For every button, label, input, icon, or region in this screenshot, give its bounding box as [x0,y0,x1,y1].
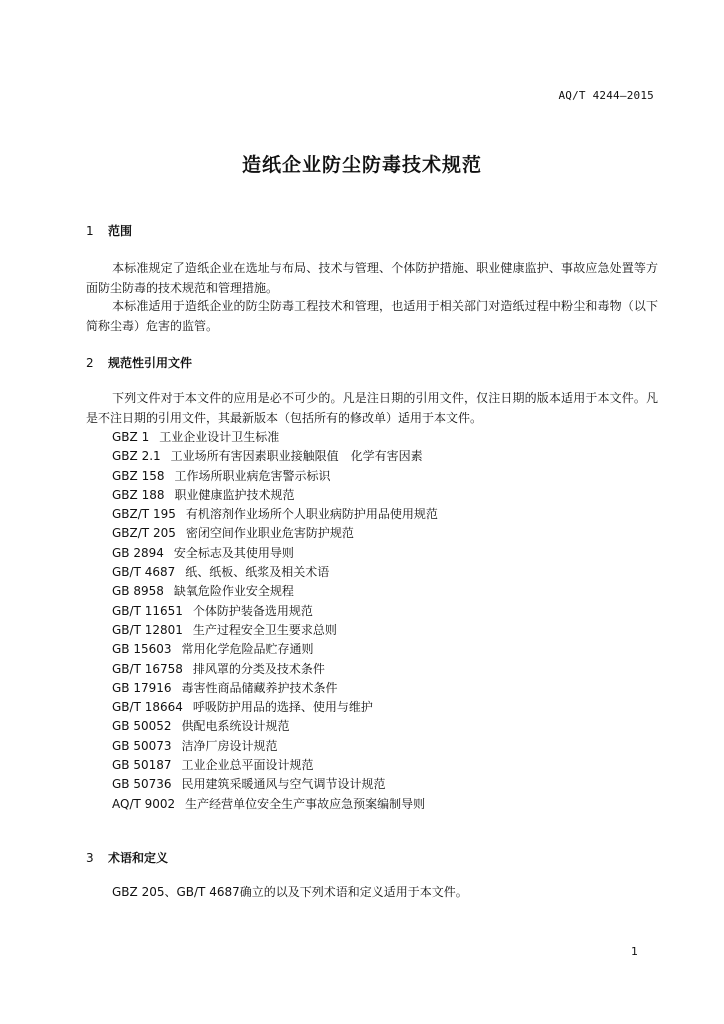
reference-code: GB 50073 [112,738,172,753]
reference-name: 呼吸防护用品的选择、使用与维护 [192,700,373,715]
reference-name: 民用建筑采暖通风与空气调节设计规范 [181,777,386,792]
reference-code: GB/T 18664 [112,700,183,715]
reference-name: 生产经营单位安全生产事故应急预案编制导则 [185,796,426,811]
reference-item [112,621,438,640]
reference-item [112,467,438,486]
page-title: 造纸企业防尘防毒技术规范 [241,154,482,176]
reference-code: GBZ 1 [112,430,150,444]
paragraph-text: 本标准规定了造纸企业在选址与布局、技术与管理、个体防护措施、职业健康监护、事故应急处置等方面防尘防毒的技术规范和管理措施。 [86,261,658,295]
reference-name: 有机溶剂作业场所个人职业病防护用品使用规范 [185,507,438,522]
reference-item [112,775,438,794]
reference-name: 常用化学危险品贮存通则 [181,642,314,657]
reference-name: 洁净厂房设计规范 [181,738,278,753]
reference-item [112,563,438,582]
reference-code: GBZ 158 [112,468,165,483]
section-2-paragraph-1 [86,388,658,428]
section-number: 3 [86,851,94,865]
reference-name: 职业健康监护技术规范 [174,487,295,502]
reference-code: GB 50052 [112,719,172,734]
section-3-paragraph-1 [86,882,658,902]
reference-name: 工业企业总平面设计规范 [181,758,314,773]
reference-name: 排风罩的分类及技术条件 [192,661,325,676]
reference-name: 工业场所有害因素职业接触限值 化学有害因素 [170,449,423,464]
reference-code: GB 50736 [112,777,172,792]
reference-name: 个体防护装备选用规范 [192,603,313,618]
paragraph-text: GBZ 205、GB/T 4687确立的以及下列术语和定义适用于本文件。 [112,885,468,899]
reference-code: GBZ 188 [112,487,165,502]
reference-item [112,756,438,775]
reference-name: 工作场所职业病危害警示标识 [174,468,331,483]
reference-item [112,698,438,717]
reference-code: GB/T 4687 [112,565,176,580]
reference-item [112,582,438,601]
normative-references-list [112,428,438,814]
reference-item [112,505,438,524]
reference-name: 安全标志及其使用导则 [173,545,294,560]
section-title: 范围 [108,224,133,238]
reference-code: GB/T 12801 [112,622,183,637]
reference-code: GBZ/T 205 [112,526,176,541]
reference-item [112,717,438,736]
reference-item [112,737,438,756]
reference-code: GB 15603 [112,642,172,657]
reference-name: 供配电系统设计规范 [181,719,290,734]
reference-item [112,795,438,814]
reference-name: 密闭空间作业职业危害防护规范 [185,526,354,541]
reference-item [112,679,438,698]
paragraph-text: 本标准适用于造纸企业的防尘防毒工程技术和管理，也适用于相关部门对造纸过程中粉尘和毒物（以下简称尘毒）危害的监管。 [86,299,658,333]
reference-code: GB/T 16758 [112,661,183,676]
reference-code: GBZ/T 195 [112,507,176,522]
reference-code: GB/T 11651 [112,603,183,618]
section-1-paragraph-1 [86,258,658,298]
reference-item [112,602,438,621]
section-title: 术语和定义 [108,851,169,865]
document-code: AQ/T 4244—2015 [558,89,654,102]
reference-code: GB 50187 [112,758,172,773]
page-number: 1 [631,945,638,958]
reference-code: GB 2894 [112,545,164,560]
reference-item [112,486,438,505]
section-3-heading [86,849,168,866]
section-1-paragraph-2 [86,296,658,336]
reference-item [112,428,438,447]
reference-name: 生产过程安全卫生要求总则 [192,622,337,637]
reference-code: GB 17916 [112,680,172,695]
reference-item [112,640,438,659]
section-number: 1 [86,224,94,238]
reference-item [112,447,438,466]
reference-name: 工业企业设计卫生标准 [159,430,280,444]
reference-code: GBZ 2.1 [112,449,161,464]
reference-name: 缺氧危险作业安全规程 [173,584,294,599]
reference-item [112,660,438,679]
section-2-heading [86,354,192,371]
reference-name: 毒害性商品储藏养护技术条件 [181,680,338,695]
reference-code: AQ/T 9002 [112,796,176,811]
reference-code: GB 8958 [112,584,164,599]
section-number: 2 [86,356,94,370]
section-1-heading [86,222,132,239]
paragraph-text: 下列文件对于本文件的应用是必不可少的。凡是注日期的引用文件，仅注日期的版本适用于本文件。凡是不注日期的引用文件，其最新版本（包括所有的修改单）适用于本文件。 [86,391,658,425]
reference-item [112,544,438,563]
reference-name: 纸、纸板、纸浆及相关术语 [185,565,330,580]
reference-item [112,524,438,543]
section-title: 规范性引用文件 [108,356,193,370]
